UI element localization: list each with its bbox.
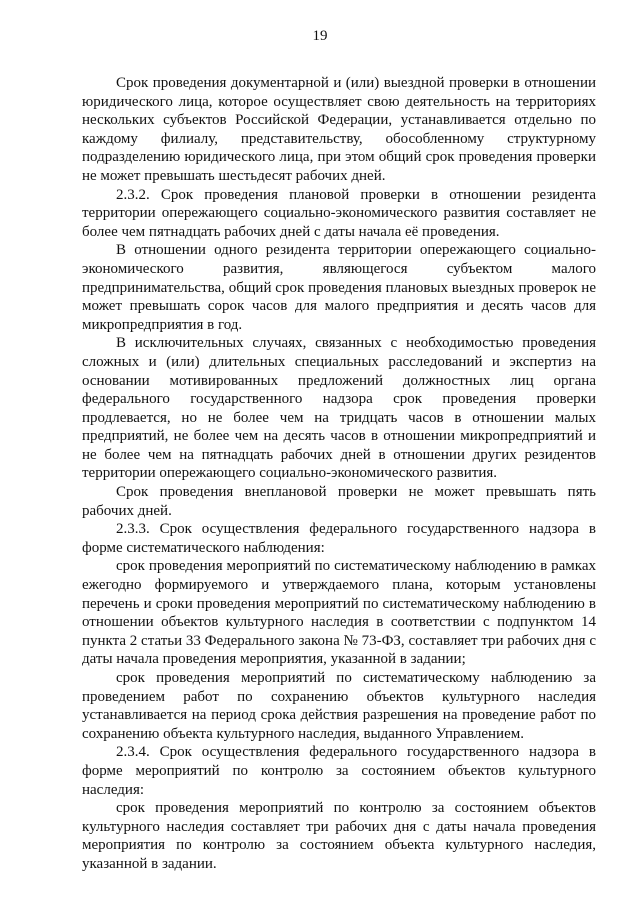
paragraph-exceptional-cases: В исключительных случаях, связанных с необходимостью проведения сложных и (или) длительных специальных расследований и экспертиз на основании мотивированных предложений должностных лиц органа федерального государственного надзора срок проведения проверки продлевается, но не более чем на тридцать часов в отношении малых предприятий, не более чем на десять часов в отношении микропредприятий и не более чем на пятнадцать рабочих дней в отношении других резидентов территории опережающего социально-экономического развития. [82,335,596,482]
paragraph-monitoring-duration: срок проведения мероприятий по контролю за состоянием объектов культурного наследия составляет три рабочих дня с даты начала проведения мероприятия по контролю за состоянием объекта культурного наследия, указанной в задании. [82,800,596,872]
paragraph-2-3-3-systematic-observation: 2.3.3. Срок осуществления федерального государственного надзора в форме систематического наблюдения: [82,521,596,556]
paragraph-unscheduled-inspection: Срок проведения внеплановой проверки не может превышать пять рабочих дней. [82,484,596,519]
paragraph-observation-annual-plan: срок проведения мероприятий по систематическому наблюдению в рамках ежегодно формируемого и утверждаемого плана, которым установлены перечень и сроки проведения мероприятий по систематическому наблюдению в отношении объектов культурного наследия в соответствии с подпунктом 14 пункта 2 статьи 33 Федерального закона № 73-ФЗ, составляет три рабочих дня с даты начала проведения мероприятия, указанной в задании; [82,558,596,668]
document-body [82,74,596,874]
page-number: 19 [312,28,328,44]
paragraph-small-business-limits: В отношении одного резидента территории опережающего социально-экономического развития, являющегося субъектом малого предпринимательства, общий срок проведения плановых выездных проверок не может превышать сорок часов для малого предприятия и десять часов для микропредприятия в год. [82,242,596,333]
paragraph-observation-conservation-works: срок проведения мероприятий по систематическому наблюдению за проведением работ по сохранению объектов культурного наследия устанавливается на период срока действия разрешения на проведение работ по сохранению объекта культурного наследия, выданного Управлением. [82,670,596,742]
paragraph-inspection-duration-branches: Срок проведения документарной и (или) выездной проверки в отношении юридического лица, которое осуществляет свою деятельность на территориях нескольких субъектов Российской Федерации, устанавливается отдельно по каждому филиалу, представительству, обособленному структурному подразделению юридического лица, при этом общий срок проведения проверки не может превышать шестьдесят рабочих дней. [82,75,596,184]
paragraph-2-3-4-monitoring-activities: 2.3.4. Срок осуществления федерального государственного надзора в форме мероприятий по контролю за состоянием объектов культурного наследия: [82,744,596,798]
paragraph-2-3-2-planned-inspection: 2.3.2. Срок проведения плановой проверки в отношении резидента территории опережающего социально-экономического развития составляет не более чем пятнадцать рабочих дней с даты начала её проведения. [82,186,596,240]
